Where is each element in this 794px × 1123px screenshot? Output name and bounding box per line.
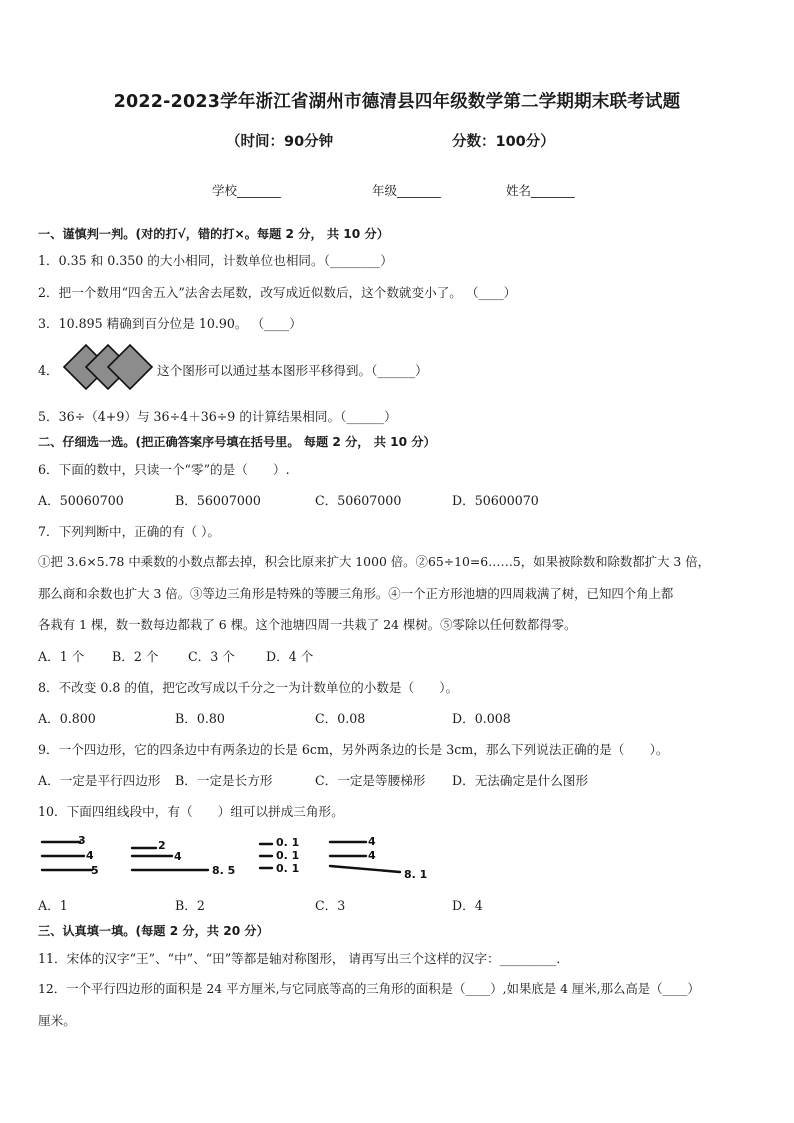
q7-statement-line-3: 各栽有 1 棵，数一数每边都栽了 6 棵。这个池塘四周一共栽了 24 棵树。⑤零除以任何数都得零。 [38,617,577,632]
q10-group-a-label-3: 5 [91,864,99,877]
question-5: 5．36÷（4+9）与 36÷4＋36÷9 的计算结果相同。（______） [38,409,397,424]
question-10: 10．下面四组线段中，有（ ）组可以拼成三角形。 [38,804,344,819]
question-4-number: 4． [38,363,59,378]
q7-option-a: A．1 个 [38,649,85,664]
q7-option-b: B．2 个 [112,649,159,664]
q6-option-c: C．50607000 [315,493,402,508]
q7-statement-line-1: ①把 3.6×5.78 中乘数的小数点都去掉，积会比原来扩大 1000 倍。②65÷10=6……5，如果被除数和除数都扩大 3 倍， [38,554,711,569]
diamond-pattern-figure [62,343,156,391]
q10-group-d-label-2: 4 [368,849,376,862]
q7-statement-line-2: 那么商和余数也扩大 3 倍。③等边三角形是特殊的等腰三角形。④一个正方形池塘的四周栽满了树，已知四个角上都 [38,586,674,601]
q7-option-d: D．4 个 [266,649,314,664]
q10-group-b-label-2: 4 [174,850,182,863]
q9-option-d: D．无法确定是什么图形 [452,773,589,788]
q10-option-d: D．4 [452,898,483,913]
q10-group-a-label-1: 3 [78,834,86,847]
q8-option-c: C．0.08 [315,711,366,726]
name-field: 姓名_______ [506,183,575,198]
school-field: 学校_______ [212,183,281,198]
q10-option-c: C．3 [315,898,346,913]
question-11: 11．宋体的汉字“王”、“中”、“田”等都是轴对称图形， 请再写出三个这样的汉字：_________． [38,951,569,966]
q10-group-d-label-1: 4 [368,835,376,848]
question-3: 3．10.895 精确到百分位是 10.90。 （____） [38,316,302,331]
section2-heading: 二、仔细选一选。(把正确答案序号填在括号里。 每题 2 分， 共 10 分） [38,435,436,449]
question-9: 9．一个四边形，它的四条边中有两条边的长是 6cm，另外两条边的长是 3cm，那么下列说法正确的是（ ）。 [38,742,669,757]
question-1: 1．0.35 和 0.350 的大小相同，计数单位也相同。（________） [38,253,393,268]
exam-score: 分数：100分） [452,134,555,150]
question-6: 6．下面的数中，只读一个“零”的是（ ）. [38,462,290,477]
question-8: 8．不改变 0.8 的值，把它改写成以千分之一为计数单位的小数是（ ）。 [38,680,459,695]
q8-option-a: A．0.800 [38,711,96,726]
question-12-line-1: 12．一个平行四边形的面积是 24 平方厘米,与它同底等高的三角形的面积是（____）,如果底是 4 厘米,那么高是（____） [38,981,700,996]
q10-group-d-label-3: 8. 1 [404,868,428,881]
q10-group-b-label-1: 2 [158,839,166,852]
question-4: 这个图形可以通过基本图形平移得到。（______） [157,363,428,378]
q6-option-b: B．56007000 [175,493,261,508]
q10-option-a: A．1 [38,898,68,913]
q10-group-c-label-1: 0. 1 [276,836,300,849]
q10-group-a-label-2: 4 [86,849,94,862]
q8-option-d: D．0.008 [452,711,511,726]
section1-heading: 一、谨慎判一判。(对的打√，错的打×。每题 2 分， 共 10 分） [38,227,389,241]
q9-option-c: C．一定是等腰梯形 [315,773,426,788]
q7-option-c: C．3 个 [188,649,235,664]
q10-group-c-label-2: 0. 1 [276,849,300,862]
q9-option-a: A．一定是平行四边形 [38,773,161,788]
q9-option-b: B．一定是长方形 [175,773,273,788]
q10-group-b-label-3: 8. 5 [212,864,236,877]
q10-line-segment-groups [36,832,446,884]
q6-option-a: A．50060700 [38,493,124,508]
q10-option-b: B．2 [175,898,205,913]
q6-option-d: D．50600070 [452,493,539,508]
q8-option-b: B．0.80 [175,711,225,726]
question-7: 7．下列判断中，正确的有（ ）。 [38,524,221,539]
grade-field: 年级_______ [372,183,441,198]
section3-heading: 三、认真填一填。(每题 2 分，共 20 分） [38,924,269,938]
exam-time: （时间：90分钟 [226,134,334,150]
question-2: 2．把一个数用“四舍五入”法舍去尾数，改写成近似数后，这个数就变小了。 （____） [38,285,517,300]
q10-group-c-label-3: 0. 1 [276,862,300,875]
question-12-line-2: 厘米。 [38,1013,76,1028]
exam-title: 2022-2023学年浙江省湖州市德清县四年级数学第二学期期末联考试题 [113,92,681,112]
